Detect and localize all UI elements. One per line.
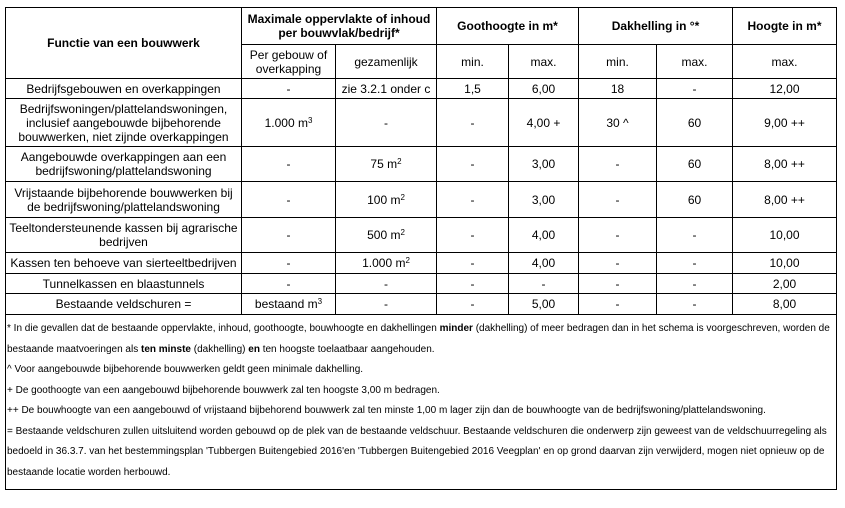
table-row [6, 218, 837, 253]
unit-superscript: 2 [400, 192, 405, 202]
row-per-building: - [242, 79, 336, 99]
row-roof-max: - [657, 274, 733, 294]
header-row [6, 8, 837, 45]
row-roof-min: 18 [579, 79, 657, 99]
row-roof-min: 30 ^ [579, 99, 657, 147]
row-gutter-max: 4,00 [509, 253, 579, 274]
row-gutter-max: - [509, 274, 579, 294]
row-function: Tunnelkassen en blaastunnels [6, 274, 242, 294]
row-combined [336, 253, 437, 274]
row-roof-max: - [657, 218, 733, 253]
value-text: bestaand m [254, 297, 318, 311]
row-height-max: 8,00 ++ [733, 182, 837, 218]
row-gutter-max: 5,00 [509, 294, 579, 315]
subheader-gutter-min: min. [437, 45, 509, 79]
row-combined: - [336, 99, 437, 147]
row-roof-min: - [579, 218, 657, 253]
subheader-per-building: Per gebouw of overkapping [242, 45, 336, 79]
row-gutter-max: 4,00 + [509, 99, 579, 147]
row-roof-min: - [579, 274, 657, 294]
row-per-building: - [242, 182, 336, 218]
unit-superscript: 3 [317, 297, 323, 306]
row-roof-max: - [657, 294, 733, 315]
row-height-max: 2,00 [733, 274, 837, 294]
value-text: 75 m [370, 157, 398, 171]
table-row [6, 99, 837, 147]
table-row [6, 79, 837, 99]
note-text: (dakhelling) [191, 343, 249, 355]
value-text: 500 m [367, 228, 401, 242]
header-height: Hoogte in m* [733, 8, 837, 45]
row-gutter-min: - [437, 182, 509, 218]
subheader-gutter-max: max. [509, 45, 579, 79]
note-emphasis: en [248, 343, 260, 355]
row-combined: - [336, 274, 437, 294]
row-height-max: 10,00 [733, 218, 837, 253]
row-gutter-min: - [437, 99, 509, 147]
row-roof-min: - [579, 253, 657, 274]
header-max-area: Maximale oppervlakte of inhoud per bouwvlak/bedrijf* [242, 8, 437, 45]
unit-superscript: 2 [397, 157, 402, 166]
row-height-max: 8,00 ++ [733, 147, 837, 182]
footnote-gutter-height: + De goothoogte van een aangebouwd bijbehorende bouwwerk zal ten hoogste 3,00 m bedragen. [7, 384, 440, 396]
footnote-building-height: ++ De bouwhoogte van een aangebouwd of vrijstaand bijbehorend bouwwerk zal ten minste 1,00 m lager zijn dan de bouwhoogte van de bedrijfswoning/plattelandswoning. [7, 405, 766, 416]
footnote-roof-slope: ^ Voor aangebouwde bijbehorende bouwwerken geldt geen minimale dakhelling. [7, 364, 364, 375]
unit-superscript: 2 [405, 256, 410, 265]
note-text: (dakhelling) of meer bedragen dan in het schema is voorgeschreven, worden de bestaande maatvoeringen als [7, 323, 830, 355]
row-per-building: - [242, 274, 336, 294]
row-combined: - [336, 294, 437, 315]
footnote-existing-measurements [7, 319, 836, 360]
subheader-combined: gezamenlijk [336, 45, 437, 79]
value-text: 1.000 m [362, 256, 406, 270]
row-gutter-min: - [437, 294, 509, 315]
row-combined: zie 3.2.1 onder c [336, 79, 437, 99]
table-row [6, 274, 837, 294]
row-gutter-min: - [437, 218, 509, 253]
row-per-building: - [242, 147, 336, 182]
row-combined [336, 182, 437, 218]
table-row [6, 253, 837, 274]
row-function: Teeltondersteunende kassen bij agrarische bedrijven [6, 218, 242, 253]
header-roof-slope: Dakhelling in °* [579, 8, 733, 45]
table-row [6, 147, 837, 182]
row-gutter-min: - [437, 253, 509, 274]
row-gutter-min: 1,5 [437, 79, 509, 99]
note-text: * In die gevallen dat de bestaande oppervlakte, inhoud, goothoogte, bouwhoogte en dakhellingen [7, 323, 440, 334]
row-function: Vrijstaande bijbehorende bouwwerken bij de bedrijfswoning/plattelandswoning [6, 182, 242, 218]
note-emphasis: minder [439, 323, 473, 334]
footnote-field-barns: = Bestaande veldschuren zullen uitsluitend worden gebouwd op de plek van de bestaande veldschuur. Bestaande veldschuren die onderwerp zijn geweest van de veldschuurregeling als bedoeld in 36.3.7. van het bestemmingsplan 'Tubbergen Buitengebied 2016'en 'Tubbergen Buitengebied 2016 Veegplan' en op grond daarvan zijn verwijderd, mogen niet opnieuw op de bestaande locatie worden herbouwd. [7, 425, 827, 478]
building-regulations-table [5, 7, 837, 315]
unit-superscript: 2 [400, 228, 405, 237]
row-gutter-min: - [437, 147, 509, 182]
note-emphasis: ten minste [140, 343, 191, 355]
header-gutter-height: Goothoogte in m* [437, 8, 579, 45]
row-gutter-min: - [437, 274, 509, 294]
row-roof-max: 60 [657, 147, 733, 182]
row-height-max: 12,00 [733, 79, 837, 99]
row-function: Bedrijfsgebouwen en overkappingen [6, 79, 242, 99]
table-row [6, 294, 837, 315]
row-gutter-max: 6,00 [509, 79, 579, 99]
row-roof-max: - [657, 253, 733, 274]
row-height-max: 9,00 ++ [733, 99, 837, 147]
table-row [6, 182, 837, 218]
row-gutter-max: 3,00 [509, 182, 579, 218]
row-gutter-max: 3,00 [509, 147, 579, 182]
unit-superscript: 3 [307, 115, 313, 125]
row-height-max: 8,00 [733, 294, 837, 315]
row-roof-min: - [579, 147, 657, 182]
row-combined [336, 218, 437, 253]
row-roof-max: - [657, 79, 733, 99]
row-per-building: - [242, 218, 336, 253]
row-function: Bedrijfswoningen/plattelandswoningen, inclusief aangebouwde bijbehorende bouwwerken, niet zijnde overkappingen [6, 99, 242, 147]
footnotes-box [5, 315, 837, 490]
value-text: 100 m [367, 192, 401, 207]
row-roof-max: 60 [657, 99, 733, 147]
subheader-roof-min: min. [579, 45, 657, 79]
subheader-height-max: max. [733, 45, 837, 79]
note-text: ten hoogste toelaatbaar aangehouden. [259, 343, 435, 355]
row-combined [336, 147, 437, 182]
row-roof-min: - [579, 182, 657, 218]
row-per-building [242, 294, 336, 315]
row-function: Kassen ten behoeve van sierteeltbedrijven [6, 253, 242, 274]
row-gutter-max: 4,00 [509, 218, 579, 253]
row-roof-min: - [579, 294, 657, 315]
value-text: 1.000 m [264, 115, 308, 130]
row-function: Aangebouwde overkappingen aan een bedrijfswoning/plattelandswoning [6, 147, 242, 182]
regulations-table-container [5, 7, 836, 490]
row-function: Bestaande veldschuren = [6, 294, 242, 315]
header-function: Functie van een bouwwerk [6, 8, 242, 79]
row-per-building: - [242, 253, 336, 274]
subheader-roof-max: max. [657, 45, 733, 79]
row-per-building [242, 99, 336, 147]
row-roof-max: 60 [657, 182, 733, 218]
row-height-max: 10,00 [733, 253, 837, 274]
